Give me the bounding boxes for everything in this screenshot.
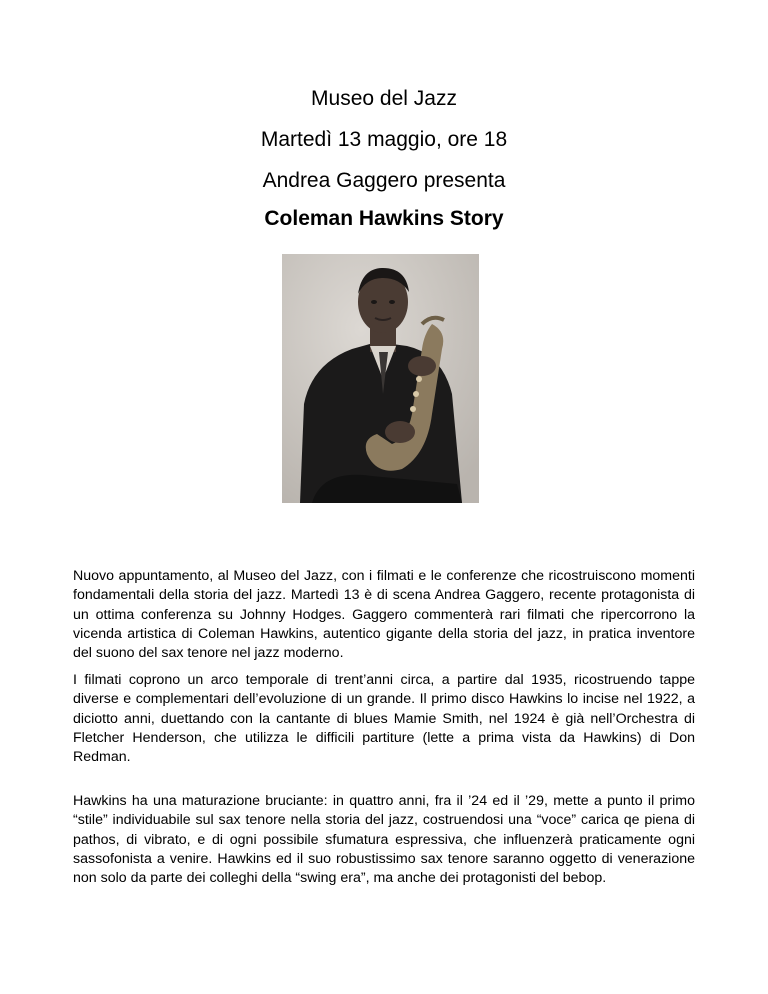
paragraph-films: I filmati coprono un arco temporale di trent’anni circa, a partire dal 1935, ricostruendo tappe diverse e complementari dell’evoluzione di un grande. Il primo disco Hawkins lo incise nel 1922, a diciotto anni, duettando con la cantante di blues Mamie Smith, nel 1924 è già nell’Orchestra di Fletcher Henderson, che utilizza le difficili partiture (lette a prima vista da Hawkins) di Don Redman. <box>73 672 695 766</box>
paragraph-maturation: Hawkins ha una maturazione bruciante: in quattro anni, fra il ’24 ed il ’29, mette a punto il primo “stile” individuabile sul sax tenore nella storia del jazz, costruendosi una “voce” carica qe piena di pathos, di vibrato, e di ogni possibile sfumatura espressiva, che influenzerà praticamente ogni sassofonista a venire. Hawkins ed il suo robustissimo sax tenore saranno oggetto di venerazione non solo da parte dei colleghi della “swing era”, ma anche dei protagonisti del bebop. <box>73 793 695 887</box>
event-title: Coleman Hawkins Story <box>264 207 504 230</box>
presenter-line: Andrea Gaggero presenta <box>262 169 506 192</box>
museum-heading: Museo del Jazz <box>311 87 457 110</box>
portrait-photo <box>282 254 479 503</box>
event-date: Martedì 13 maggio, ore 18 <box>260 128 508 151</box>
saxophonist-portrait-icon <box>282 254 479 503</box>
paragraph-intro: Nuovo appuntamento, al Museo del Jazz, con i filmati e le conferenze che ricostruiscono momenti fondamentali della storia del jazz. Martedì 13 è di scena Andrea Gaggero, recente protagonista di un ottima conferenza su Johnny Hodges. Gaggero commenterà rari filmati che ripercorrono la vicenda artistica di Coleman Hawkins, autentico gigante della storia del jazz, in pratica inventore del suono del sax tenore nel jazz moderno. <box>73 568 695 662</box>
